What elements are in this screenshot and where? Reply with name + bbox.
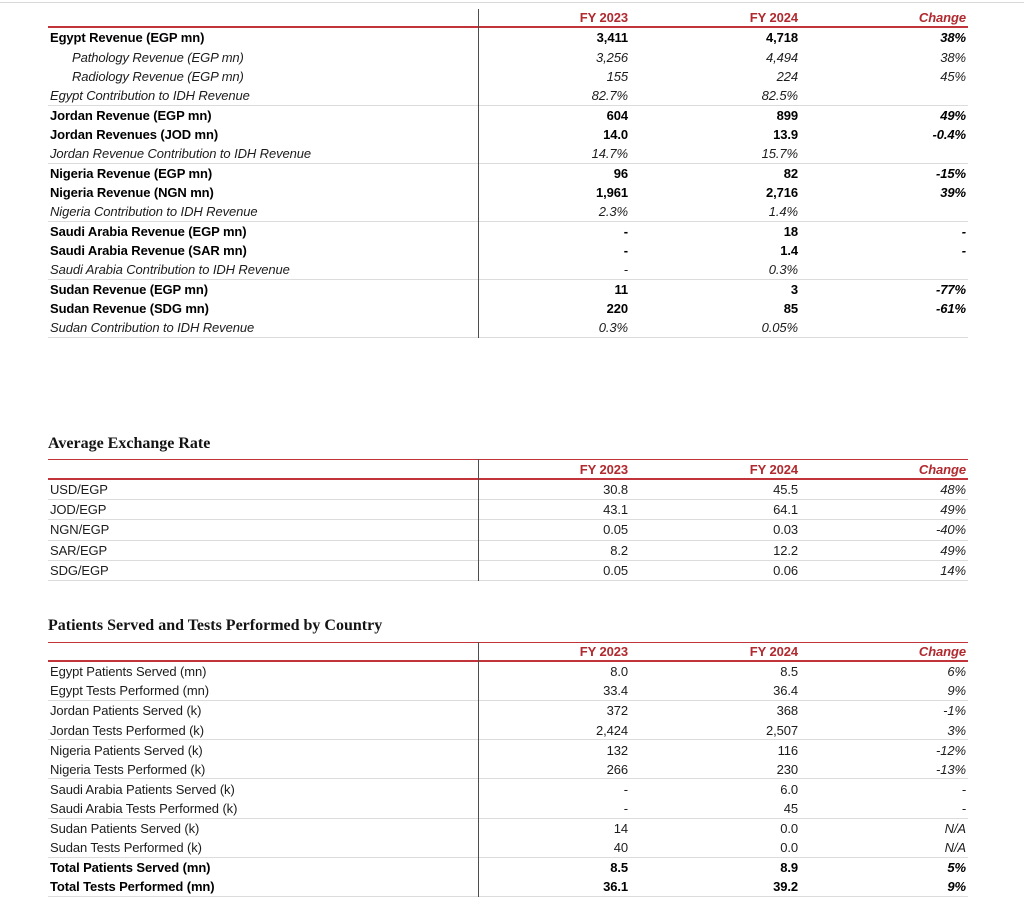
table-row xyxy=(48,520,968,540)
change-value: 39% xyxy=(940,185,966,201)
fy2023-value: 3,411 xyxy=(596,30,628,46)
change-value: - xyxy=(961,800,966,816)
change-value: 5% xyxy=(947,860,966,876)
table-row xyxy=(48,299,968,318)
fy2024-value: 15.7% xyxy=(761,145,798,161)
row-label: Saudi Arabia Revenue (EGP mn) xyxy=(50,223,247,239)
fy2023-value: 30.8 xyxy=(603,482,628,498)
fy2023-value: - xyxy=(623,800,628,816)
row-label: Egypt Contribution to IDH Revenue xyxy=(50,87,250,103)
column-divider-line xyxy=(478,459,479,581)
table-row xyxy=(48,740,968,760)
exchange-rate-section-title: Average Exchange Rate xyxy=(48,435,211,452)
change-value: 9% xyxy=(947,879,966,895)
table-row xyxy=(48,561,968,581)
table-row xyxy=(48,106,968,125)
table-row xyxy=(48,86,968,105)
column-header-fy2024: FY 2024 xyxy=(749,461,798,477)
change-value: N/A xyxy=(944,820,966,836)
fy2024-value: 6.0 xyxy=(780,781,798,797)
fy2023-value: 14.7% xyxy=(591,145,628,161)
row-label: Egypt Tests Performed (mn) xyxy=(50,683,209,699)
fy2024-value: 224 xyxy=(776,68,798,84)
row-label: Nigeria Patients Served (k) xyxy=(50,742,203,758)
table-row xyxy=(48,125,968,144)
column-divider-line xyxy=(478,642,479,897)
fy2024-value: 64.1 xyxy=(773,502,798,518)
fy2023-value: - xyxy=(623,781,628,797)
change-value: 6% xyxy=(947,664,966,680)
fy2023-value: 132 xyxy=(606,742,628,758)
row-label: Sudan Tests Performed (k) xyxy=(50,839,202,855)
fy2024-value: 8.5 xyxy=(780,664,798,680)
fy2023-value: 1,961 xyxy=(595,185,628,201)
row-label: Total Patients Served (mn) xyxy=(50,860,211,876)
fy2024-value: 8.9 xyxy=(780,860,798,876)
table-row xyxy=(48,721,968,741)
fy2023-value: 14 xyxy=(613,820,628,836)
change-value: -12% xyxy=(936,742,966,758)
row-label: Nigeria Revenue (EGP mn) xyxy=(50,165,213,181)
fy2023-value: - xyxy=(623,243,628,259)
table-row xyxy=(48,819,968,839)
table-row xyxy=(48,202,968,221)
fy2023-value: 604 xyxy=(606,107,628,123)
fy2024-value: 0.0 xyxy=(780,820,798,836)
fy2024-value: 36.4 xyxy=(773,683,798,699)
fy2023-value: 40 xyxy=(613,839,628,855)
fy2024-value: 899 xyxy=(776,107,798,123)
fy2024-value: 82 xyxy=(783,165,798,181)
row-label: SDG/EGP xyxy=(50,562,109,578)
row-label: Pathology Revenue (EGP mn) xyxy=(72,49,244,65)
fy2023-value: - xyxy=(623,223,628,239)
change-value: -1% xyxy=(943,703,966,719)
change-value: -40% xyxy=(936,522,966,538)
fy2024-value: 230 xyxy=(776,761,798,777)
table-row xyxy=(48,144,968,163)
change-value: 49% xyxy=(940,542,966,558)
revenue-by-country-table xyxy=(48,9,968,338)
change-value: N/A xyxy=(944,839,966,855)
header-row xyxy=(48,9,968,28)
row-label: Saudi Arabia Patients Served (k) xyxy=(50,781,235,797)
patients-tests-section-title: Patients Served and Tests Performed by Country xyxy=(48,617,383,634)
table-row xyxy=(48,662,968,682)
fy2023-value: 2,424 xyxy=(595,722,628,738)
row-label: Jordan Tests Performed (k) xyxy=(50,722,204,738)
fy2024-value: 39.2 xyxy=(773,879,798,895)
table-row xyxy=(48,261,968,280)
fy2024-value: 2,507 xyxy=(765,722,798,738)
table-row xyxy=(48,500,968,520)
row-label: SAR/EGP xyxy=(50,542,108,558)
fy2024-value: 82.5% xyxy=(761,87,798,103)
fy2024-value: 13.9 xyxy=(773,127,798,143)
fy2024-value: 0.0 xyxy=(780,839,798,855)
table-row xyxy=(48,241,968,260)
fy2023-value: 33.4 xyxy=(603,683,628,699)
table-row xyxy=(48,858,968,878)
fy2024-value: 0.05% xyxy=(761,320,798,336)
row-label: JOD/EGP xyxy=(50,502,107,518)
row-label: Saudi Arabia Revenue (SAR mn) xyxy=(50,243,247,259)
fy2023-value: 8.2 xyxy=(610,542,628,558)
change-value: - xyxy=(961,243,966,259)
header-row xyxy=(48,642,968,662)
table-row xyxy=(48,183,968,202)
fy2024-value: 4,718 xyxy=(765,30,798,46)
fy2024-value: 116 xyxy=(777,742,798,758)
row-label: Sudan Revenue (SDG mn) xyxy=(50,301,209,317)
fy2023-value: 82.7% xyxy=(591,87,628,103)
row-label: Sudan Patients Served (k) xyxy=(50,820,200,836)
row-label: NGN/EGP xyxy=(50,522,110,538)
change-value: 9% xyxy=(947,683,966,699)
fy2024-value: 4,494 xyxy=(765,49,798,65)
row-label: Nigeria Tests Performed (k) xyxy=(50,761,206,777)
fy2023-value: 14.0 xyxy=(603,127,628,143)
fy2023-value: 3,256 xyxy=(595,49,628,65)
fy2024-value: 2,716 xyxy=(765,185,798,201)
fy2023-value: 155 xyxy=(606,68,628,84)
row-label: Sudan Contribution to IDH Revenue xyxy=(50,320,255,336)
fy2023-value: 220 xyxy=(606,301,628,317)
row-label: USD/EGP xyxy=(50,482,108,498)
change-value: 48% xyxy=(940,482,966,498)
row-label: Nigeria Contribution to IDH Revenue xyxy=(50,204,258,220)
column-header-change: Change xyxy=(918,10,966,25)
change-value: -15% xyxy=(936,165,966,181)
change-value: 3% xyxy=(947,722,966,738)
row-label: Egypt Revenue (EGP mn) xyxy=(50,30,205,46)
table-row xyxy=(48,47,968,66)
row-label: Jordan Patients Served (k) xyxy=(50,703,202,719)
page-top-divider xyxy=(0,2,1024,3)
change-value: -13% xyxy=(936,761,966,777)
fy2023-value: 2.3% xyxy=(598,204,628,220)
fy2023-value: 8.5 xyxy=(610,860,628,876)
change-value: - xyxy=(961,223,966,239)
fy2024-value: 18 xyxy=(783,223,798,239)
change-value: - xyxy=(961,781,966,797)
table-row xyxy=(48,164,968,183)
table-row xyxy=(48,701,968,721)
fy2023-value: 36.1 xyxy=(603,879,628,895)
fy2024-value: 0.03 xyxy=(773,522,798,538)
table-row xyxy=(48,480,968,500)
column-header-fy2023: FY 2023 xyxy=(579,644,628,659)
row-label: Saudi Arabia Contribution to IDH Revenue xyxy=(50,262,290,278)
change-value: -61% xyxy=(936,301,966,317)
fy2024-value: 3 xyxy=(790,282,798,298)
row-label: Saudi Arabia Tests Performed (k) xyxy=(50,800,238,816)
patients-tests-by-country-table xyxy=(48,642,968,897)
table-row xyxy=(48,779,968,799)
column-header-fy2024: FY 2024 xyxy=(749,10,798,25)
fy2024-value: 12.2 xyxy=(773,542,798,558)
table-row xyxy=(48,541,968,561)
row-label: Jordan Revenues (JOD mn) xyxy=(50,127,219,143)
fy2024-value: 0.3% xyxy=(768,262,798,278)
table-row xyxy=(48,28,968,47)
row-label: Nigeria Revenue (NGN mn) xyxy=(50,185,214,201)
fy2024-value: 1.4% xyxy=(768,204,798,220)
fy2023-value: 0.3% xyxy=(598,320,628,336)
column-header-fy2023: FY 2023 xyxy=(579,10,628,25)
change-value: 38% xyxy=(940,49,966,65)
fy2023-value: 11 xyxy=(614,282,628,298)
table-row xyxy=(48,877,968,897)
table-row xyxy=(48,838,968,858)
change-value: -0.4% xyxy=(932,127,966,143)
fy2023-value: 96 xyxy=(613,165,628,181)
table-row xyxy=(48,319,968,338)
row-label: Sudan Revenue (EGP mn) xyxy=(50,282,208,298)
change-value: 49% xyxy=(940,502,966,518)
fy2024-value: 85 xyxy=(783,301,798,317)
row-label: Egypt Patients Served (mn) xyxy=(50,664,207,680)
column-header-fy2023: FY 2023 xyxy=(579,461,628,477)
column-header-fy2024: FY 2024 xyxy=(749,644,798,659)
fy2023-value: - xyxy=(623,262,628,278)
change-value: -77% xyxy=(936,282,966,298)
fy2023-value: 8.0 xyxy=(610,664,628,680)
average-exchange-rate-table xyxy=(48,459,968,581)
change-value: 45% xyxy=(940,68,966,84)
table-row xyxy=(48,222,968,241)
column-divider-line xyxy=(478,9,479,338)
fy2024-value: 45.5 xyxy=(773,482,798,498)
row-label: Jordan Revenue Contribution to IDH Revenue xyxy=(50,145,312,161)
fy2023-value: 0.05 xyxy=(603,562,628,578)
fy2023-value: 0.05 xyxy=(603,522,628,538)
column-header-change: Change xyxy=(918,644,966,659)
row-label: Jordan Revenue (EGP mn) xyxy=(50,107,212,123)
fy2023-value: 43.1 xyxy=(603,502,628,518)
table-row xyxy=(48,760,968,780)
fy2023-value: 372 xyxy=(606,703,628,719)
change-value: 14% xyxy=(940,562,966,578)
row-label: Total Tests Performed (mn) xyxy=(50,879,215,895)
fy2024-value: 1.4 xyxy=(780,243,798,259)
row-label: Radiology Revenue (EGP mn) xyxy=(72,68,244,84)
table-row xyxy=(48,67,968,86)
fy2024-value: 0.06 xyxy=(773,562,798,578)
fy2023-value: 266 xyxy=(606,761,628,777)
change-value: 38% xyxy=(940,30,966,46)
header-row xyxy=(48,459,968,480)
table-row xyxy=(48,799,968,819)
fy2024-value: 368 xyxy=(776,703,798,719)
table-row xyxy=(48,280,968,299)
change-value: 49% xyxy=(940,107,966,123)
table-row xyxy=(48,682,968,702)
fy2024-value: 45 xyxy=(783,800,798,816)
column-header-change: Change xyxy=(918,461,966,477)
